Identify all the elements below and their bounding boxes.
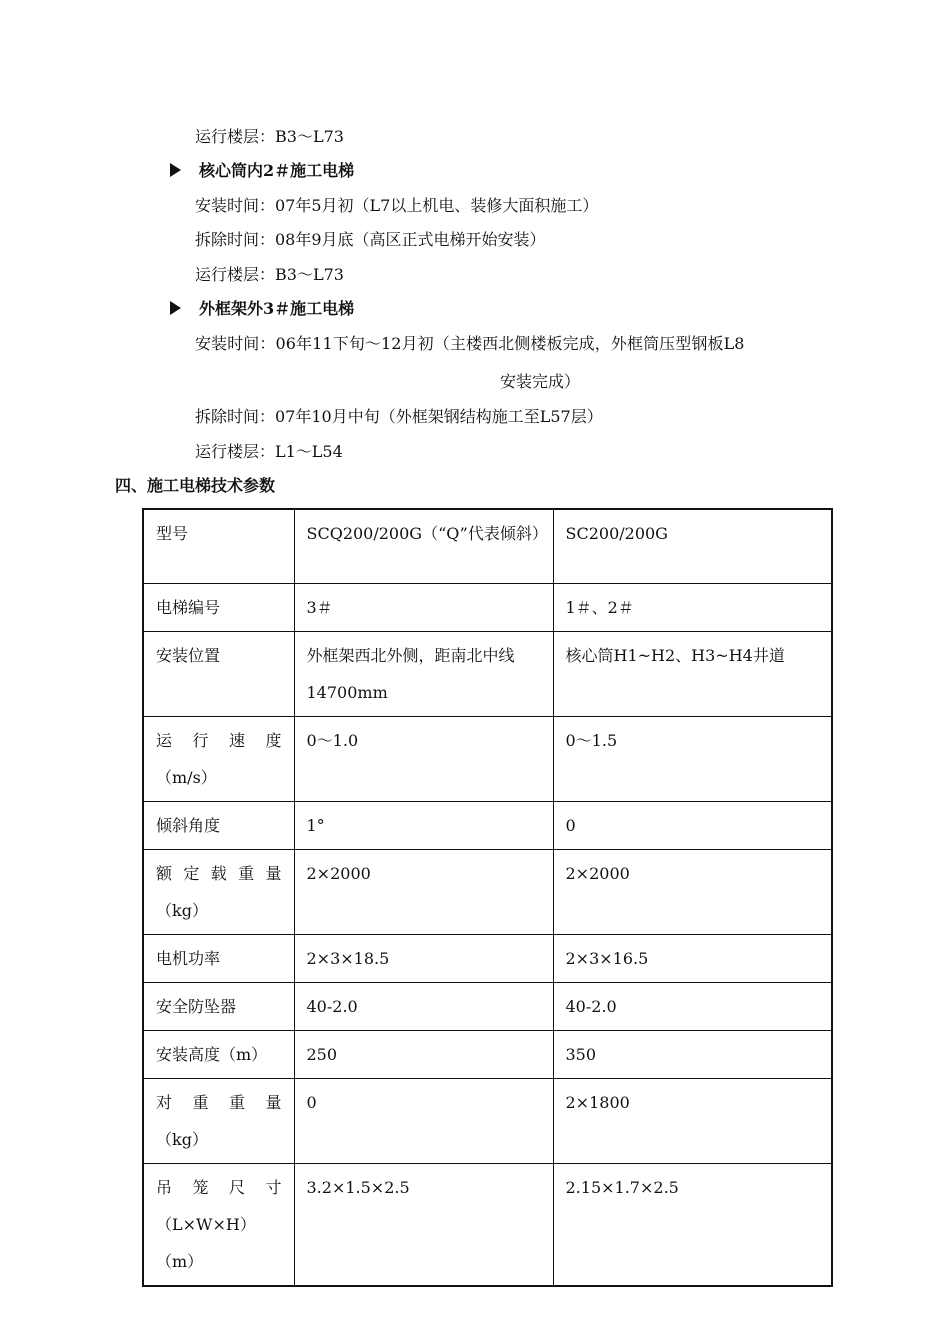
param-label-cell: [143, 716, 294, 801]
table-row: [143, 934, 832, 982]
section-title: 四、施工电梯技术参数: [115, 476, 276, 495]
param-label: 运行速度: [156, 730, 282, 750]
floor-range-line-3: 运行楼层：L1～L54: [195, 442, 343, 461]
model-1-2-value: 2×2000: [553, 849, 832, 934]
param-label-cell: [143, 1163, 294, 1286]
param-label: 倾斜角度: [156, 815, 221, 835]
model-1-2-value: 40-2.0: [553, 982, 832, 1030]
model-1-2-value: 2×3×16.5: [553, 934, 832, 982]
floor-range-line-1: 运行楼层：B3～L73: [195, 127, 344, 146]
param-label: 型号: [156, 524, 189, 543]
install-time-line-3-cont: 安装完成）: [500, 372, 581, 391]
model-1-2-value: 核心筒H1~H2、H3~H4井道: [553, 631, 832, 716]
param-label-cell: [143, 934, 294, 982]
model-1-2-value: 2×1800: [553, 1078, 832, 1163]
param-label: 安装位置: [156, 645, 221, 665]
param-label-cell: [143, 982, 294, 1030]
param-label: 吊笼尺寸: [156, 1177, 282, 1197]
model-3-value: 2×2000: [294, 849, 553, 934]
table-row: [143, 982, 832, 1030]
table-row: [143, 583, 832, 631]
elevator-2-heading: [170, 159, 354, 183]
table-row: [143, 1030, 832, 1078]
model-1-2-value: 350: [553, 1030, 832, 1078]
model-1-2-value: 0: [553, 801, 832, 849]
elevator-3-title: 外框架外3＃施工电梯: [199, 299, 355, 318]
model-3-value: 3＃: [294, 583, 553, 631]
arrow-bullet-icon: [170, 301, 181, 315]
table-row: [143, 1163, 832, 1286]
param-label-cell: [143, 849, 294, 934]
arrow-bullet-icon: [170, 163, 181, 177]
removal-time-line-2: 拆除时间：08年9月底（高区正式电梯开始安装）: [195, 230, 546, 249]
param-unit: （kg）: [156, 1129, 208, 1149]
param-label: 电机功率: [156, 948, 221, 968]
param-label: 安全防坠器: [156, 996, 237, 1016]
table-row: [143, 631, 832, 716]
param-label-cell: [143, 583, 294, 631]
model-1-2-value: 0～1.5: [553, 716, 832, 801]
table-row: [143, 716, 832, 801]
table-row: [143, 849, 832, 934]
install-time-line-3: 安装时间：06年11下旬～12月初（主楼西北侧楼板完成，外框筒压型钢板L8: [195, 334, 745, 353]
param-label: 额定载重量: [156, 863, 282, 883]
model-3-value: 0: [294, 1078, 553, 1163]
removal-time-line-3: 拆除时间：07年10月中旬（外框架钢结构施工至L57层）: [195, 407, 603, 426]
param-label-cell: [143, 509, 294, 583]
param-label: 电梯编号: [156, 597, 221, 617]
model-1-2-value: 1＃、2＃: [553, 583, 832, 631]
floor-range-line-2: 运行楼层：B3～L73: [195, 265, 344, 284]
param-unit: （m/s）: [156, 767, 217, 787]
model-1-2-value: 2.15×1.7×2.5: [553, 1163, 832, 1286]
model-1-2-value: SC200/200G: [553, 509, 832, 583]
table-row: [143, 509, 832, 583]
table-row: [143, 801, 832, 849]
model-3-value: 0～1.0: [294, 716, 553, 801]
spec-table: [142, 508, 833, 1287]
model-3-value: 40-2.0: [294, 982, 553, 1030]
param-label-cell: [143, 801, 294, 849]
model-3-value: 250: [294, 1030, 553, 1078]
model-3-value: 外框架西北外侧，距南北中线14700mm: [294, 631, 553, 716]
model-3-value: 2×3×18.5: [294, 934, 553, 982]
install-time-line-2: 安装时间：07年5月初（L7以上机电、装修大面积施工）: [195, 196, 599, 215]
elevator-2-title: 核心筒内2＃施工电梯: [199, 161, 355, 180]
param-label: 安装高度（m）: [156, 1044, 268, 1064]
table-row: [143, 1078, 832, 1163]
model-3-value: SCQ200/200G（“Q”代表倾斜）: [294, 509, 553, 583]
param-label-cell: [143, 631, 294, 716]
elevator-3-heading: [170, 297, 354, 321]
param-unit: （L×W×H）（m）: [156, 1214, 256, 1271]
model-3-value: 3.2×1.5×2.5: [294, 1163, 553, 1286]
param-label-cell: [143, 1030, 294, 1078]
param-label-cell: [143, 1078, 294, 1163]
model-3-value: 1°: [294, 801, 553, 849]
param-unit: （kg）: [156, 900, 208, 920]
param-label: 对重重量: [156, 1092, 282, 1112]
